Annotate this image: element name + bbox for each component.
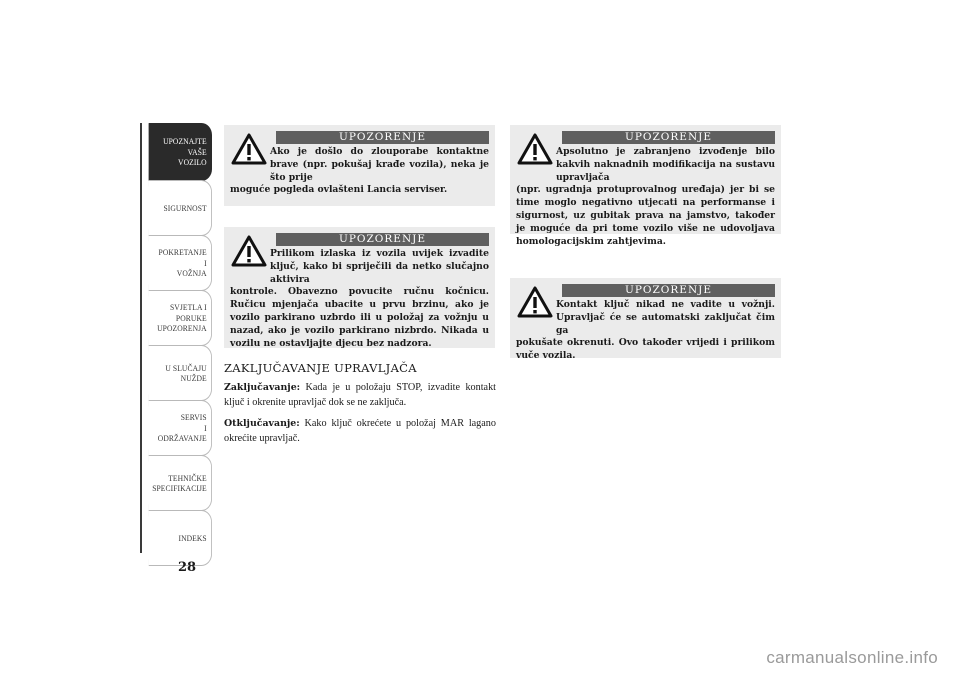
paragraph-label: Zaključavanje: bbox=[224, 382, 301, 393]
warning-box bbox=[510, 125, 781, 247]
warning-box bbox=[510, 278, 781, 362]
section-title: ZAKLJUČAVANJE UPRAVLJAČA bbox=[224, 361, 417, 375]
warning-box bbox=[224, 125, 495, 206]
tab-upoznajte-vase-vozilo[interactable] bbox=[149, 123, 212, 181]
tab-label-line: SERVIS bbox=[180, 412, 207, 423]
tab-label-line: TEHNIČKE bbox=[168, 472, 207, 483]
warning-text bbox=[230, 248, 489, 350]
warning-text-lead: Kontakt ključ nikad ne vadite u vožnji. Upravljač će se automatski zaključat čim ga bbox=[556, 299, 775, 336]
warning-triangle-icon bbox=[231, 235, 267, 267]
sidebar-spine bbox=[140, 123, 142, 553]
warning-title: UPOZORENJE bbox=[562, 131, 775, 144]
warning-text-lead: Apsolutno je zabranjeno izvođenje bilo kakvih naknadnih modifikacija na sustavu upravljača bbox=[556, 146, 775, 183]
tab-label-line: UPOZORENJA bbox=[157, 323, 207, 334]
paragraph-text: Kada je u položaju STOP, izvadite kontakt ključ i okrenite upravljač dok se ne zaključa. bbox=[224, 382, 496, 408]
tab-sigurnost[interactable] bbox=[149, 180, 212, 236]
tab-label-line: ODRŽAVANJE bbox=[157, 433, 207, 444]
warning-title: UPOZORENJE bbox=[562, 284, 775, 297]
tab-label-line: U SLUČAJU bbox=[165, 362, 207, 373]
warning-text bbox=[516, 146, 775, 248]
warning-text-rest: pokušate okrenuti. Ovo također vrijedi i prilikom vuče vozila. bbox=[516, 337, 775, 362]
warning-text bbox=[230, 146, 489, 197]
warning-text bbox=[516, 299, 775, 363]
warning-triangle-icon bbox=[231, 133, 267, 165]
warning-text-rest: (npr. ugradnja protuprovalnog uređaja) jer bi se time moglo negativno utjecati na performanse i sigurnost, uz gubitak prava na jamstvo, također je moguće da pri tome vozilo više ne udovoljava homologacijskim zahtjevima. bbox=[516, 184, 775, 247]
tab-label-line: SVJETLA I bbox=[169, 302, 207, 313]
paragraph-unlocking bbox=[224, 416, 496, 446]
watermark: carmanualsonline.info bbox=[766, 648, 938, 667]
tab-indeks[interactable] bbox=[149, 510, 212, 566]
tab-label-line: SIGURNOST bbox=[163, 202, 207, 213]
tab-tehnicke-specifikacije[interactable] bbox=[149, 455, 212, 511]
tab-label-line: VOŽNJA bbox=[176, 268, 207, 279]
warning-title: UPOZORENJE bbox=[276, 233, 489, 246]
tab-u-slucaju-nuzde[interactable] bbox=[149, 345, 212, 401]
tab-label-line: INDEKS bbox=[178, 532, 207, 543]
warning-text-lead: Ako je došlo do zlouporabe kontaktne brave (npr. pokušaj krađe vozila), neka je što prije bbox=[270, 146, 489, 183]
warning-box bbox=[224, 227, 495, 348]
paragraph-locking bbox=[224, 380, 496, 410]
tab-label-line: SPECIFIKACIJE bbox=[152, 483, 207, 493]
tab-label-line: NUŽDE bbox=[180, 373, 207, 383]
tab-label-line: I bbox=[204, 422, 207, 433]
warning-text-rest: kontrole. Obavezno povucite ručnu kočnicu. Ručicu mjenjača ubacite u prvu brzinu, ako je vozilo parkirano uzbrdo ili u položaj za vožnju u nazad, ako je vozilo parkirano nizbrdo. Nikada u vozilu ne ostavljajte djecu bez nadzora. bbox=[230, 286, 489, 349]
warning-title: UPOZORENJE bbox=[276, 131, 489, 144]
tab-label-line: PORUKE bbox=[175, 312, 207, 323]
tab-servis-i-odrzavanje[interactable] bbox=[149, 400, 212, 456]
warning-text-lead: Prilikom izlaska iz vozila uvijek izvadite ključ, kako bi spriječili da netko slučajno aktivira bbox=[270, 248, 489, 285]
tab-label-line: UPOZNAJTE bbox=[163, 136, 207, 147]
paragraph-text: Kako ključ okrećete u položaj MAR lagano okrećite upravljač. bbox=[224, 418, 496, 444]
tab-svjetla-i-poruke-upozorenja[interactable] bbox=[149, 290, 212, 346]
warning-text-rest: moguće pogleda ovlašteni Lancia serviser. bbox=[230, 184, 448, 196]
paragraph-label: Otključavanje: bbox=[224, 418, 300, 429]
tab-label-line: VOZILO bbox=[178, 157, 207, 168]
warning-triangle-icon bbox=[517, 133, 553, 165]
tab-label-line: VAŠE bbox=[187, 146, 207, 157]
warning-triangle-icon bbox=[517, 286, 553, 318]
tab-label-line: POKRETANJE bbox=[158, 247, 207, 258]
tab-label-line: I bbox=[204, 257, 207, 268]
tab-pokretanje-i-voznja[interactable] bbox=[149, 235, 212, 291]
page-number: 28 bbox=[178, 560, 197, 575]
